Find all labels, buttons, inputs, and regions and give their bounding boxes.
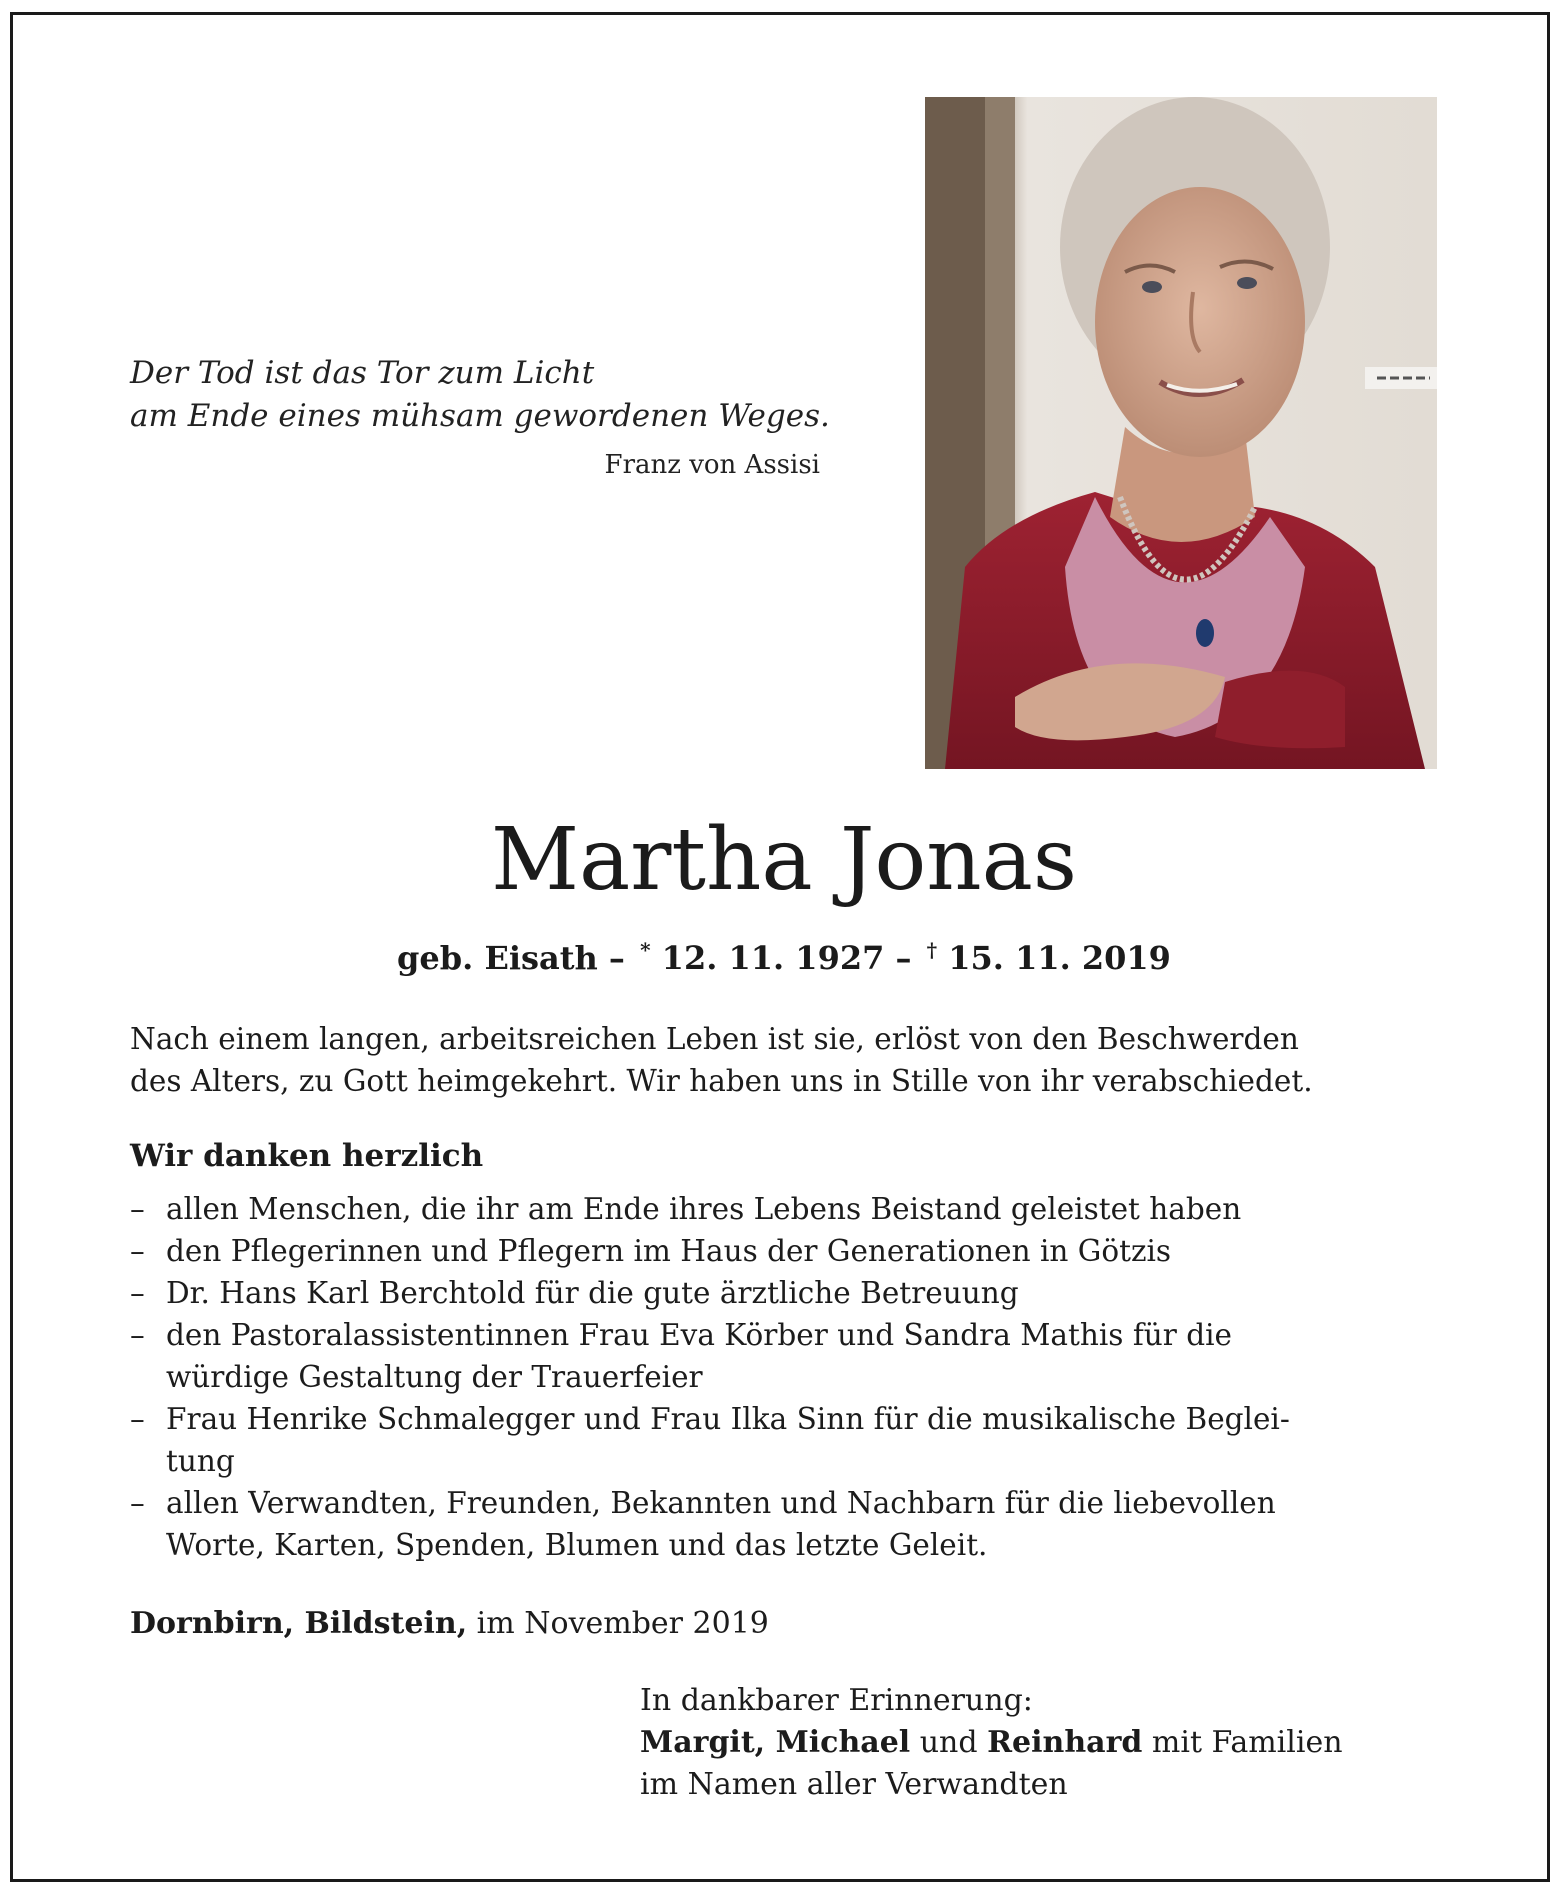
dash-bullet: – [130, 1402, 145, 1436]
place-date: im November 2019 [467, 1606, 769, 1641]
thanks-item-line-1: Dr. Hans Karl Berchtold für die gute ärztliche Betreuung [166, 1276, 1019, 1310]
quote-author: Franz von Assisi [604, 450, 820, 480]
thanks-list [130, 1188, 1450, 1566]
thanks-item [130, 1188, 1450, 1230]
signoff-name-1: Margit, Michael [640, 1725, 911, 1760]
birth-date: 12. 11. 1927 [650, 939, 885, 977]
thanks-item-line-1: den Pastoralassistentinnen Frau Eva Körber und Sandra Mathis für die [166, 1318, 1232, 1352]
dash-bullet: – [130, 1318, 145, 1352]
portrait-photo-icon [925, 97, 1437, 769]
quote-line-1: Der Tod ist das Tor zum Licht [130, 355, 595, 391]
dash-bullet: – [130, 1276, 145, 1310]
intro-paragraph [130, 1018, 1450, 1102]
place-and-date [130, 1606, 769, 1641]
birth-symbol: * [640, 938, 651, 962]
quote-line-2: am Ende eines mühsam gewordenen Weges. [130, 398, 830, 434]
thanks-item-line-1: allen Menschen, die ihr am Ende ihres Lebens Beistand geleistet haben [166, 1192, 1242, 1226]
thanks-item [130, 1272, 1450, 1314]
signoff-last: im Namen aller Verwandten [640, 1767, 1068, 1802]
thanks-item-line-2: würdige Gestaltung der Trauerfeier [166, 1360, 703, 1394]
signoff-family: mit Familien [1142, 1725, 1343, 1760]
birth-death-dates [0, 938, 1568, 977]
signoff-and: und [910, 1725, 988, 1760]
deceased-name: Martha Jonas [490, 810, 1078, 910]
signoff-names [640, 1722, 1440, 1764]
thanks-item [130, 1314, 1450, 1398]
thanks-item-line-1: allen Verwandten, Freunden, Bekannten und Nachbarn für die liebevollen [166, 1486, 1276, 1520]
thanks-item [130, 1230, 1450, 1272]
thanks-item [130, 1482, 1450, 1566]
place-names: Dornbirn, Bildstein, [130, 1606, 468, 1641]
maiden-name: geb. Eisath [397, 939, 598, 977]
death-date: 15. 11. 2019 [937, 939, 1171, 977]
quote [130, 352, 830, 438]
dash-bullet: – [130, 1192, 145, 1226]
intro-line-2: des Alters, zu Gott heimgekehrt. Wir haben uns in Stille von ihr verabschiedet. [130, 1064, 1313, 1098]
separator-2: – [884, 939, 923, 977]
thanks-item-line-2: tung [166, 1444, 235, 1478]
thanks-heading: Wir danken herzlich [130, 1138, 484, 1174]
signoff-intro: In dankbarer Erinnerung: [640, 1683, 1033, 1718]
death-symbol: † [926, 938, 938, 962]
signoff [640, 1680, 1440, 1806]
dash-bullet: – [130, 1486, 145, 1520]
thanks-item-line-1: den Pflegerinnen und Pflegern im Haus der Generationen in Götzis [166, 1234, 1172, 1268]
thanks-item-line-2: Worte, Karten, Spenden, Blumen und das letzte Geleit. [166, 1528, 988, 1562]
signoff-name-2: Reinhard [987, 1725, 1143, 1760]
thanks-item-line-1: Frau Henrike Schmalegger und Frau Ilka Sinn für die musikalische Beglei- [166, 1402, 1290, 1436]
dash-bullet: – [130, 1234, 145, 1268]
thanks-item [130, 1398, 1450, 1482]
intro-line-1: Nach einem langen, arbeitsreichen Leben ist sie, erlöst von den Beschwerden [130, 1022, 1299, 1056]
separator-1: – [597, 939, 637, 977]
